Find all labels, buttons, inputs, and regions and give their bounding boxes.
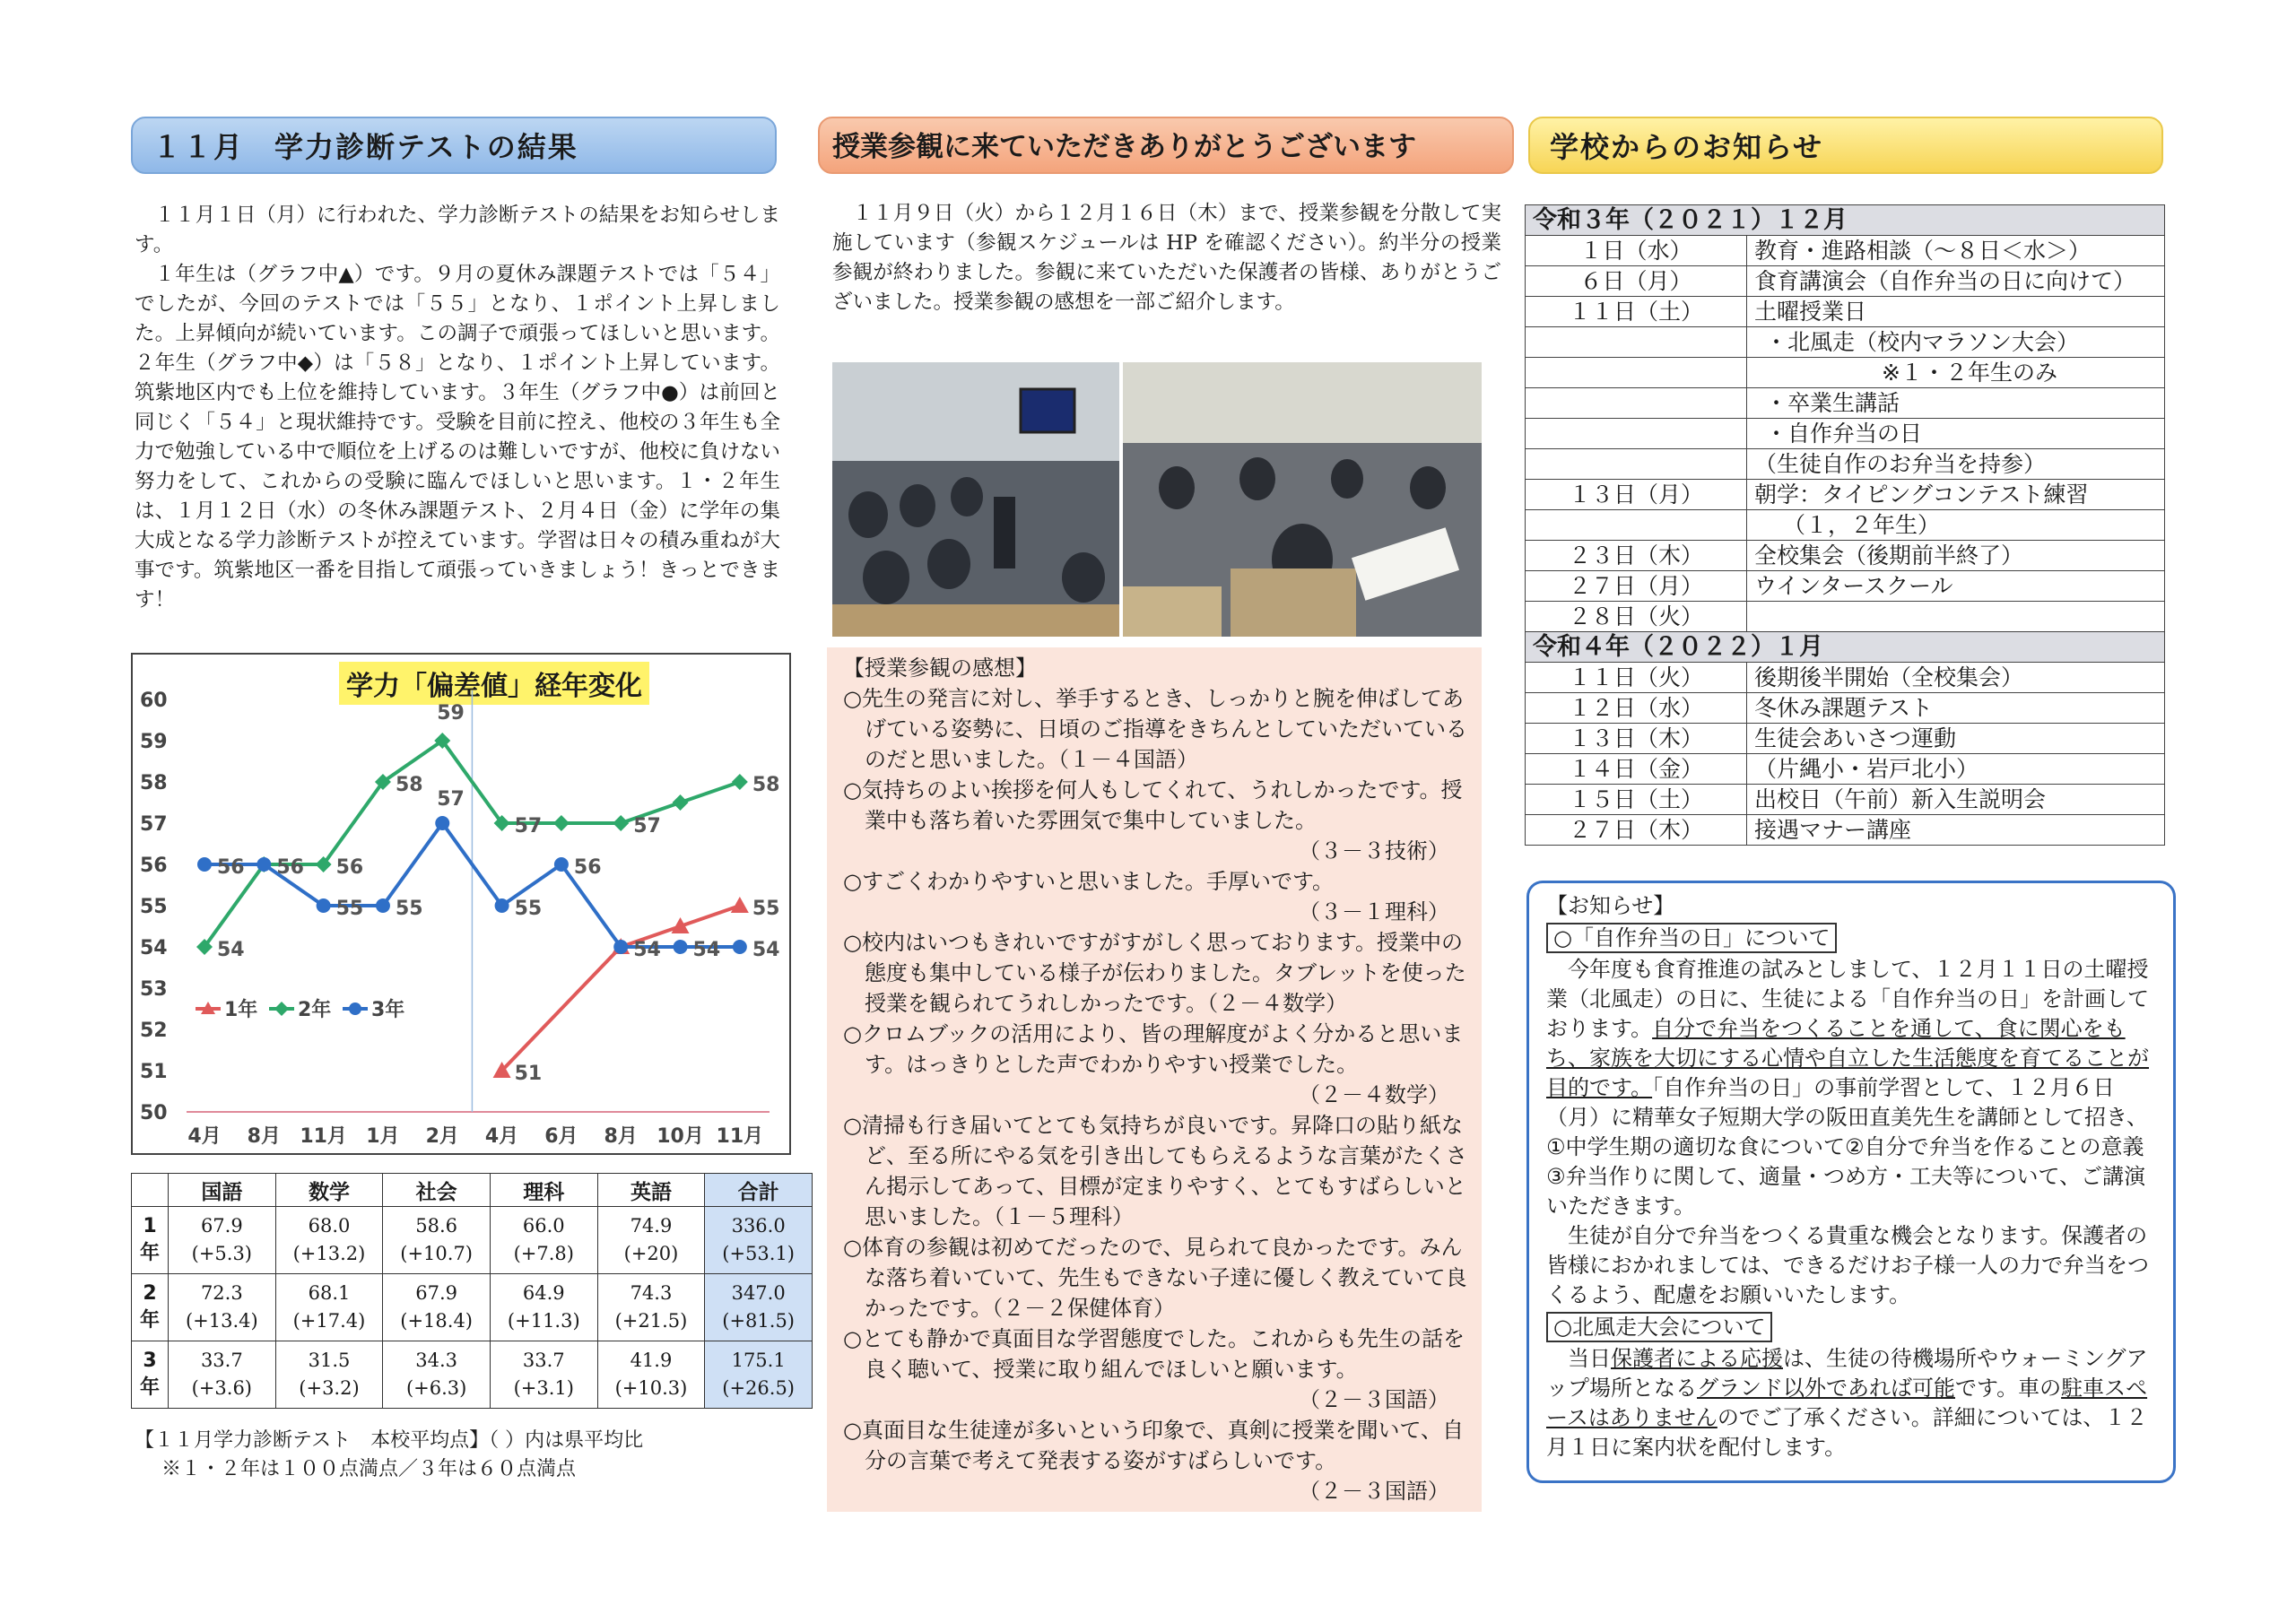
schedule-row [1526,266,2165,297]
point-3nen [733,940,747,954]
data-label: 55 [514,898,543,920]
schedule-row [1526,602,2165,632]
classroom-photo-2 [1123,362,1482,637]
legend-label: 3年 [371,999,405,1021]
impression-class-tag: （２－４数学） [1299,1082,1449,1107]
impression-class-tag: （２－３国語） [1299,1479,1449,1504]
scores-header: 国語 [169,1174,276,1207]
y-tick-label: 52 [140,1020,168,1042]
scores-row [132,1274,813,1341]
middle-title: 授業参観に来ていただきありがとうございます [818,117,1514,174]
y-tick-label: 55 [140,896,168,918]
scores-header: 理科 [490,1174,597,1207]
schedule-row [1526,571,2165,602]
data-label: 55 [395,898,423,920]
notice-paragraph-3: 当日保護者による応援は、生徒の待機場所やウォーミングアップ場所となるグランド以外であれば可能です。車の駐車スペースはありませんのでご了承ください。詳細については、１２月１日に案内状を配付します。 [1546,1346,2148,1460]
impressions-title: 【授業参観の感想】 [843,655,1037,681]
impression-class-tag: （３－１理科） [1299,899,1449,924]
x-tick-label: 11月 [716,1125,764,1148]
schedule-row [1526,297,2165,327]
data-label: 56 [217,856,245,879]
y-tick-label: 53 [140,978,168,1001]
impressions-list [843,653,1471,1506]
score-cell: 58.6 (+10.7) [383,1207,491,1274]
scores-header: 社会 [383,1174,491,1207]
y-tick-label: 50 [140,1102,168,1124]
point-3nen [674,940,688,954]
schedule-row [1526,388,2165,419]
score-cell: 74.9 (+20) [597,1207,705,1274]
schedule-event: （１，２年生） [1747,510,2165,541]
scores-header: 英語 [597,1174,705,1207]
data-label: 55 [752,898,780,920]
data-label: 58 [752,774,780,796]
legend-label: 1年 [224,999,258,1021]
schedule-date [1526,419,1747,449]
score-cell: 72.3 (+13.4) [169,1274,276,1341]
y-tick-label: 57 [140,813,168,836]
schedule-month-label: 令和４年（２０２２）１月 [1526,632,2165,663]
point-2nen [553,815,570,831]
score-cell: 34.3 (+6.3) [383,1341,491,1409]
impression-item: ○とても静かで真面目な学習態度でした。これからも先生の話を良く聴いて、授業に取り組んでほしいと願います。 [843,1326,1465,1382]
schedule-event: ウインタースクール [1747,571,2165,602]
impression-item: ○真面目な生徒達が多いという印象で、真剣に授業を聞いて、自分の言葉で考えて発表する姿がすばらしいです。 [843,1418,1464,1473]
impression-class-tag: （３－３技術） [1299,838,1449,864]
data-label: 56 [335,856,364,879]
schedule-event: 冬休み課題テスト [1747,693,2165,724]
x-tick-label: 4月 [187,1125,222,1148]
score-cell: 31.5 (+3.2) [275,1341,383,1409]
schedule-date: １日（水） [1526,236,1747,266]
legend-marker [349,1002,361,1015]
score-cell: 68.1 (+17.4) [275,1274,383,1341]
scores-header: 合計 [705,1174,813,1207]
x-tick-label: 8月 [247,1125,281,1148]
point-3nen [376,898,390,913]
data-label: 56 [276,856,304,879]
schedule-row [1526,785,2165,815]
right-title: 学校からのお知らせ [1528,117,2163,174]
schedule-date: １５日（土） [1526,785,1747,815]
data-label: 54 [692,939,721,961]
data-label: 59 [437,702,465,725]
y-tick-label: 51 [140,1061,168,1083]
left-paragraph-1: １１月１日（月）に行われた、学力診断テストの結果をお知らせします。 [135,204,780,256]
schedule-row [1526,449,2165,480]
classroom-photo-1 [832,362,1119,637]
grade-label: 1 年 [132,1207,169,1274]
point-3nen [317,898,331,913]
schedule-event: ・自作弁当の日 [1747,419,2165,449]
score-cell: 33.7 (+3.6) [169,1341,276,1409]
schedule-row [1526,327,2165,358]
classroom-photo-1-art [832,362,1119,637]
table-note-2: ※１・２年は１００点満点／３年は６０点満点 [161,1458,577,1480]
schedule-date: １２日（水） [1526,693,1747,724]
schedule-date [1526,388,1747,419]
schedule-event: ※１・２年生のみ [1747,358,2165,388]
left-paragraph-2: １年生は（グラフ中▲）です。９月の夏休み課題テストでは「５４」でしたが、今回のテストでは「５５」となり、１ポイント上昇しました。上昇傾向が続いています。この調子で頑張ってほしいと思います。２年生（グラフ中◆）は「５８」となり、１ポイント上昇しています。筑紫地区内でも上位を維持しています。３年生（グラフ中●）は前回と同じく「５４」と現状維持です。受験を目前に控え、他校の３年生も全力で勉強している中で順位を上げるのは難しいですが、他校に負けない努力をして、これからの受験に臨んでほしいと思います。１・２年生は、１月１２日（水）の冬休み課題テスト、２月４日（金）に学年の集大成となる学力診断テストが控えています。学習は日々の積み重ねが大事です。筑紫地区一番を目指して頑張っていきましょう！きっとできます！ [135,263,781,612]
point-3nen [554,857,569,872]
point-3nen [257,857,271,872]
point-2nen [673,794,689,811]
y-tick-label: 58 [140,772,168,794]
schedule-row [1526,663,2165,693]
schedule-row [1526,236,2165,266]
scores-row [132,1341,813,1409]
schedule-row [1526,724,2165,754]
schedule-date: １１日（火） [1526,663,1747,693]
scores-corner [132,1174,169,1207]
notice-heading-kitakaze: ○北風走大会について [1546,1312,1772,1342]
schedule-table [1525,204,2165,846]
score-cell: 67.9 (+18.4) [383,1274,491,1341]
schedule-event: 土曜授業日 [1747,297,2165,327]
chart-box [131,653,791,1155]
schedule-event: 接遇マナー講座 [1747,815,2165,846]
schedule-row [1526,419,2165,449]
impression-class-tag: （２－３国語） [1299,1387,1449,1412]
score-cell: 68.0 (+13.2) [275,1207,383,1274]
chart-title: 学力「偏差値」経年変化 [339,662,649,705]
notice-paragraph-2: 生徒が自分で弁当をつくる貴重な機会となります。保護者の皆様におかれましては、できるだけお子様一人の力で弁当をつくるよう、配慮をお願いいたします。 [1546,1223,2149,1307]
schedule-date [1526,358,1747,388]
schedule-date: １３日（月） [1526,480,1747,510]
schedule-date: ２７日（木） [1526,815,1747,846]
data-label: 54 [633,939,661,961]
notice-paragraph-1: 今年度も食育推進の試みとしまして、１２月１１日の土曜授業（北風走）の日に、生徒による「自作弁当の日」を計画しております。自分で弁当をつくることを通して、食に関心をもち、家族を大切にする心情や自立した生活態度を育てることが目的です。「自作弁当の日」の事前学習として、１２月６日（月）に精華女子短期大学の阪田直美先生を講師として招き、①中学生期の適切な食について②自分で弁当を作ることの意義③弁当作りに関して、適量・つめ方・工夫等について、ご講演いただきます。 [1546,957,2149,1219]
scores-header: 数学 [275,1174,383,1207]
schedule-event: ・卒業生講話 [1747,388,2165,419]
x-tick-label: 4月 [484,1125,519,1148]
grade-label: 2 年 [132,1274,169,1341]
data-label: 57 [437,788,465,811]
schedule-date [1526,449,1747,480]
grade-label: 3 年 [132,1341,169,1409]
point-3nen [197,857,212,872]
schedule-event: （片縄小・岩戸北小） [1747,754,2165,785]
data-label: 54 [217,939,245,961]
schedule-row [1526,510,2165,541]
schedule-date: １３日（木） [1526,724,1747,754]
notice-title: 【お知らせ】 [1546,893,1675,918]
classroom-photo-2-art [1123,362,1482,637]
y-tick-label: 60 [140,690,168,712]
score-cell: 67.9 (+5.3) [169,1207,276,1274]
total-cell: 175.1 (+26.5) [705,1341,813,1409]
schedule-date: １４日（金） [1526,754,1747,785]
data-label: 57 [514,815,543,838]
schedule-row [1526,541,2165,571]
schedule-row [1526,480,2165,510]
point-3nen [435,816,449,830]
data-label: 54 [752,939,780,961]
point-2nen [732,774,748,790]
y-tick-label: 54 [140,937,168,959]
impression-item: ○体育の参観は初めてだったので、見られて良かったです。みんな落ち着いていて、先生もできない子達に優しく教えていて良かったです。（２－２保健体育） [843,1235,1467,1321]
score-cell: 64.9 (+11.3) [490,1274,597,1341]
impression-item: ○清掃も行き届いてとても気持ちが良いです。昇降口の貼り紙など、至る所にやる気を引き出してもらえるような言葉がたくさん掲示してあって、目標が定まりやすく、とてもすばらしいと思いました。（１－５理科） [843,1113,1467,1229]
schedule-row [1526,358,2165,388]
total-cell: 347.0 (+81.5) [705,1274,813,1341]
data-label: 56 [573,856,602,879]
schedule-event [1747,602,2165,632]
schedule-event: 全校集会（後期前半終了） [1747,541,2165,571]
legend-label: 2年 [298,999,332,1021]
left-text [135,201,780,615]
schedule-date: ２３日（木） [1526,541,1747,571]
score-cell: 66.0 (+7.8) [490,1207,597,1274]
left-title: １１月 学力診断テストの結果 [131,117,777,174]
x-tick-label: 1月 [366,1125,400,1148]
notice-heading-bento: ○「自作弁当の日」について [1546,923,1837,953]
point-2nen [613,815,629,831]
schedule-row [1526,754,2165,785]
y-tick-label: 56 [140,855,168,877]
x-tick-label: 6月 [544,1125,578,1148]
score-cell: 41.9 (+10.3) [597,1341,705,1409]
schedule-row [1526,693,2165,724]
schedule-date: ２７日（月） [1526,571,1747,602]
schedule-event: 後期後半開始（全校集会） [1747,663,2165,693]
impression-item: ○すごくわかりやすいと思いました。手厚いです。 [843,869,1335,894]
x-tick-label: 8月 [604,1125,638,1148]
x-tick-label: 2月 [425,1125,459,1148]
scores-header-row [132,1174,813,1207]
impression-item: ○クロムブックの活用により、皆の理解度がよく分かると思います。はっきりとした声でわかりやすい授業でした。 [843,1021,1464,1077]
x-tick-label: 11月 [300,1125,347,1148]
impression-item: ○気持ちのよい挨拶を何人もしてくれて、うれしかったです。授業中も落ち着いた雰囲気で集中していました。 [843,777,1463,833]
total-cell: 336.0 (+53.1) [705,1207,813,1274]
schedule-month-header [1526,205,2165,236]
schedule-date: １１日（土） [1526,297,1747,327]
scores-table [131,1173,813,1409]
data-label: 57 [633,815,661,838]
chart-svg [133,655,789,1153]
data-label: 55 [335,898,364,920]
legend-marker [274,1002,289,1016]
schedule-row [1526,815,2165,846]
schedule-event: （生徒自作のお弁当を持参） [1747,449,2165,480]
impression-item: ○先生の発言に対し、挙手するとき、しっかりと腕を伸ばしてあげている姿勢に、日頃のご指導をきちんとしていただいているのだと思いました。（１－４国語） [843,686,1467,772]
point-3nen [613,940,628,954]
schedule-date: ２８日（火） [1526,602,1747,632]
notice-content [1546,891,2160,1462]
point-1nen [731,897,749,913]
series-line-1年 [502,906,740,1071]
score-cell: 33.7 (+3.1) [490,1341,597,1409]
middle-intro: １１月９日（火）から１２月１６日（木）まで、授業参観を分散して実施しています（参観スケジュールは HP を確認ください）。約半分の授業参観が終わりました。参観に来ていただいた保護者の皆様、ありがとうございました。授業参観の感想を一部ご紹介します。 [832,202,1501,314]
point-3nen [495,898,509,913]
data-label: 51 [514,1063,543,1085]
schedule-event: 生徒会あいさつ運動 [1747,724,2165,754]
schedule-event: 食育講演会（自作弁当の日に向けて） [1747,266,2165,297]
schedule-event: ・北風走（校内マラソン大会） [1747,327,2165,358]
schedule-event: 出校日（午前）新入生説明会 [1747,785,2165,815]
score-cell: 74.3 (+21.5) [597,1274,705,1341]
impression-item: ○校内はいつもきれいですがすがしく思っております。授業中の態度も集中している様子が伝わりました。タブレットを使った授業を観られてうれしかったです。（２－４数学） [843,930,1466,1016]
table-note-1: 【１１月学力診断テスト 本校平均点】（ ）内は県平均比 [135,1429,644,1452]
scores-row [132,1207,813,1274]
x-tick-label: 10月 [657,1125,704,1148]
schedule-date [1526,327,1747,358]
schedule-month-header [1526,632,2165,663]
y-tick-label: 59 [140,731,168,753]
schedule-month-label: 令和３年（２０２１）１２月 [1526,205,2165,236]
schedule-event: 朝学：タイピングコンテスト練習 [1747,480,2165,510]
schedule-date: ６日（月） [1526,266,1747,297]
schedule-date [1526,510,1747,541]
data-label: 58 [395,774,423,796]
schedule-event: 教育・進路相談（～８日＜水＞） [1747,236,2165,266]
